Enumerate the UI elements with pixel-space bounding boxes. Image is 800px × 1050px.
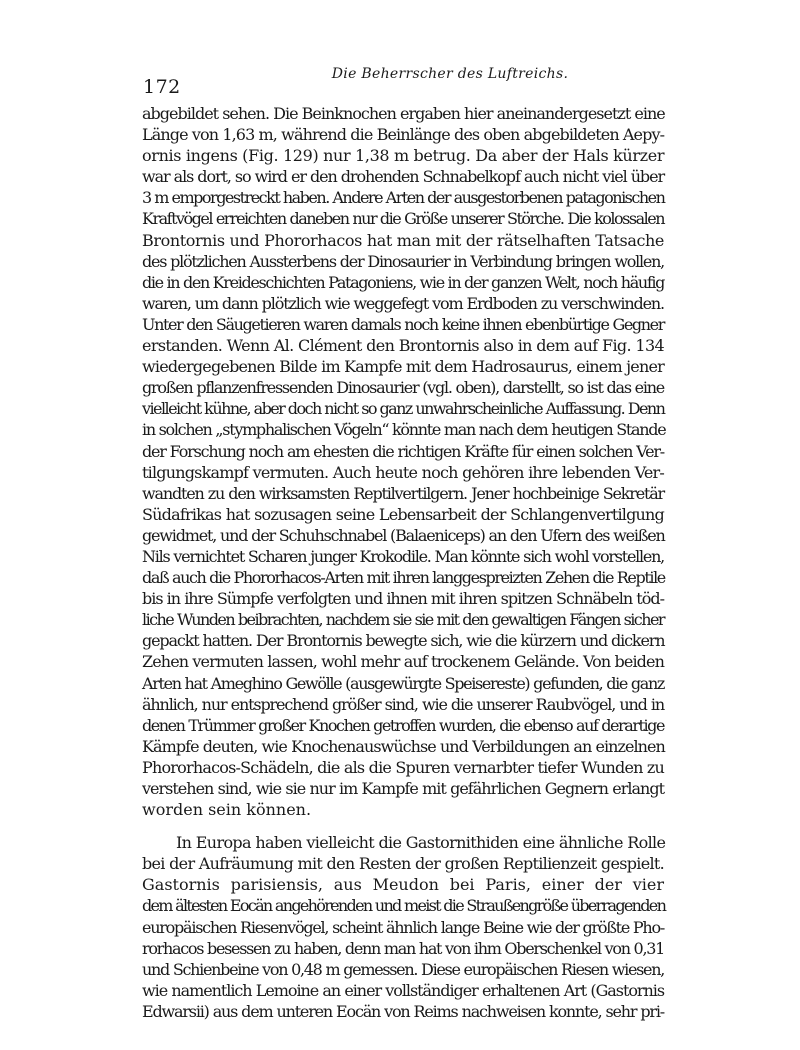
text-line: 3 m emporgestreckt haben. Andere Arten der ausgestorbenen patagonischen (142, 188, 665, 208)
text-line: wie namentlich Lemoine an einer vollständiger erhaltenen Art (Gastornis (142, 980, 664, 1000)
text-line: und Schienbeine von 0,48 m gemessen. Diese europäischen Riesen wiesen, (142, 959, 664, 979)
text-line: Phororhacos-Schädeln, die als die Spuren vernarbter tiefer Wunden zu (142, 757, 665, 777)
text-line: in solchen „stymphalischen Vögeln“ könnte man nach dem heutigen Stande (142, 420, 666, 440)
text-line: Edwarsii) aus dem unteren Eocän von Reims nachweisen konnte, sehr pri- (142, 1001, 664, 1021)
running-head: Die Beherrscher des Luftreichs. (331, 66, 569, 82)
text-line: bis in ihre Sümpfe verfolgten und ihnen mit ihren spitzen Schnäbeln töd- (142, 589, 664, 609)
text-line: worden sein können. (142, 800, 312, 820)
text-line: des plötzlichen Aussterbens der Dinosaurier in Verbindung bringen wollen, (142, 251, 664, 271)
text-line: bei der Aufräumung mit den Resten der großen Reptilienzeit gespielt. (142, 854, 664, 874)
paragraph-2 (142, 832, 664, 1022)
text-line: wiedergegebenen Bilde im Kampfe mit dem Hadrosaurus, einem jener (142, 357, 664, 377)
text-line: ornis ingens (Fig. 129) nur 1,38 m betrug. Da aber der Hals kürzer (142, 146, 665, 166)
text-line: abgebildet sehen. Die Beinknochen ergaben hier aneinandergesetzt eine (142, 104, 665, 123)
text-line: waren, um dann plötzlich wie weggefegt vom Erdboden zu verschwinden. (142, 293, 664, 313)
text-line: verstehen sind, wie sie nur im Kampfe mit gefährlichen Gegnern erlangt (142, 779, 664, 798)
text-line: Kämpfe deuten, wie Knochenauswüchse und Verbildungen an einzelnen (142, 736, 665, 756)
page-number: 172 (143, 76, 181, 98)
text-line: gepackt hatten. Der Brontornis bewegte sich, wie die kürzern und dickern (142, 631, 665, 651)
text-line: tilgungskampf vermuten. Auch heute noch gehören ihre lebenden Ver- (142, 462, 664, 482)
paragraph-1 (142, 103, 664, 820)
text-line: Nils vernichtet Scharen junger Krokodile. Man könnte sich wohl vorstellen, (142, 546, 664, 566)
text-line: dem ältesten Eocän angehörenden und meist die Straußengröße überragenden (142, 896, 666, 916)
text-line: die in den Kreideschichten Patagoniens, wie in der ganzen Welt, noch häufig (142, 272, 665, 292)
text-line: erstanden. Wenn Al. Clément den Brontornis also in dem auf Fig. 134 (142, 336, 664, 356)
text-line: rorhacos besessen zu haben, denn man hat von ihm Oberschenkel von 0,31 (142, 938, 664, 958)
text-line: der Forschung noch am ehesten die richtigen Kräfte für einen solchen Ver- (142, 441, 664, 461)
text-line: ähnlich, nur entsprechend größer sind, wie die unserer Raubvögel, und in (142, 694, 664, 714)
text-line: Gastornis parisiensis, aus Meudon bei Paris, einer der vier (142, 875, 664, 895)
paragraph-break (142, 820, 664, 832)
text-line: europäischen Riesenvögel, scheint ähnlich lange Beine wie der größte Pho- (142, 917, 665, 937)
text-line: war als dort, so wird er den drohenden Schnabelkopf auch nicht viel über (142, 167, 664, 187)
text-line: Südafrikas hat sozusagen seine Lebensarbeit der Schlangenvertilgung (142, 504, 664, 524)
text-line: denen Trümmer großer Knochen getroffen wurden, die ebenso auf derartige (142, 715, 664, 735)
text-line: In Europa haben vielleicht die Gastornithiden eine ähnliche Rolle (176, 833, 666, 853)
text-line: Kraftvögel erreichten daneben nur die Größe unserer Störche. Die kolossalen (142, 209, 664, 229)
text-line: liche Wunden beibrachten, nachdem sie sie mit den gewaltigen Fängen sicher (142, 610, 664, 630)
text-line: Länge von 1,63 m, während die Beinlänge des oben abgebildeten Aepy- (142, 125, 665, 145)
body-text (142, 103, 664, 1022)
text-line: großen pflanzenfressenden Dinosaurier (vgl. oben), darstellt, so ist das eine (142, 378, 664, 398)
text-line: Arten hat Ameghino Gewölle (ausgewürgte Speisereste) gefunden, die ganz (142, 673, 664, 693)
text-line: wandten zu den wirksamsten Reptilvertilgern. Jener hochbeinige Sekretär (142, 483, 664, 503)
text-line: Zehen vermuten lassen, wohl mehr auf trockenem Gelände. Von beiden (142, 652, 664, 672)
text-line: gewidmet, und der Schuhschnabel (Balaeniceps) an den Ufern des weißen (142, 525, 665, 545)
text-line: daß auch die Phororhacos-Arten mit ihren langgespreizten Zehen die Reptile (142, 568, 665, 588)
text-line: vielleicht kühne, aber doch nicht so ganz unwahrscheinliche Auffassung. Denn (142, 399, 665, 419)
text-line: Brontornis und Phororhacos hat man mit der rätselhaften Tatsache (142, 230, 664, 250)
text-line: Unter den Säugetieren waren damals noch keine ihnen ebenbürtige Gegner (142, 314, 664, 334)
